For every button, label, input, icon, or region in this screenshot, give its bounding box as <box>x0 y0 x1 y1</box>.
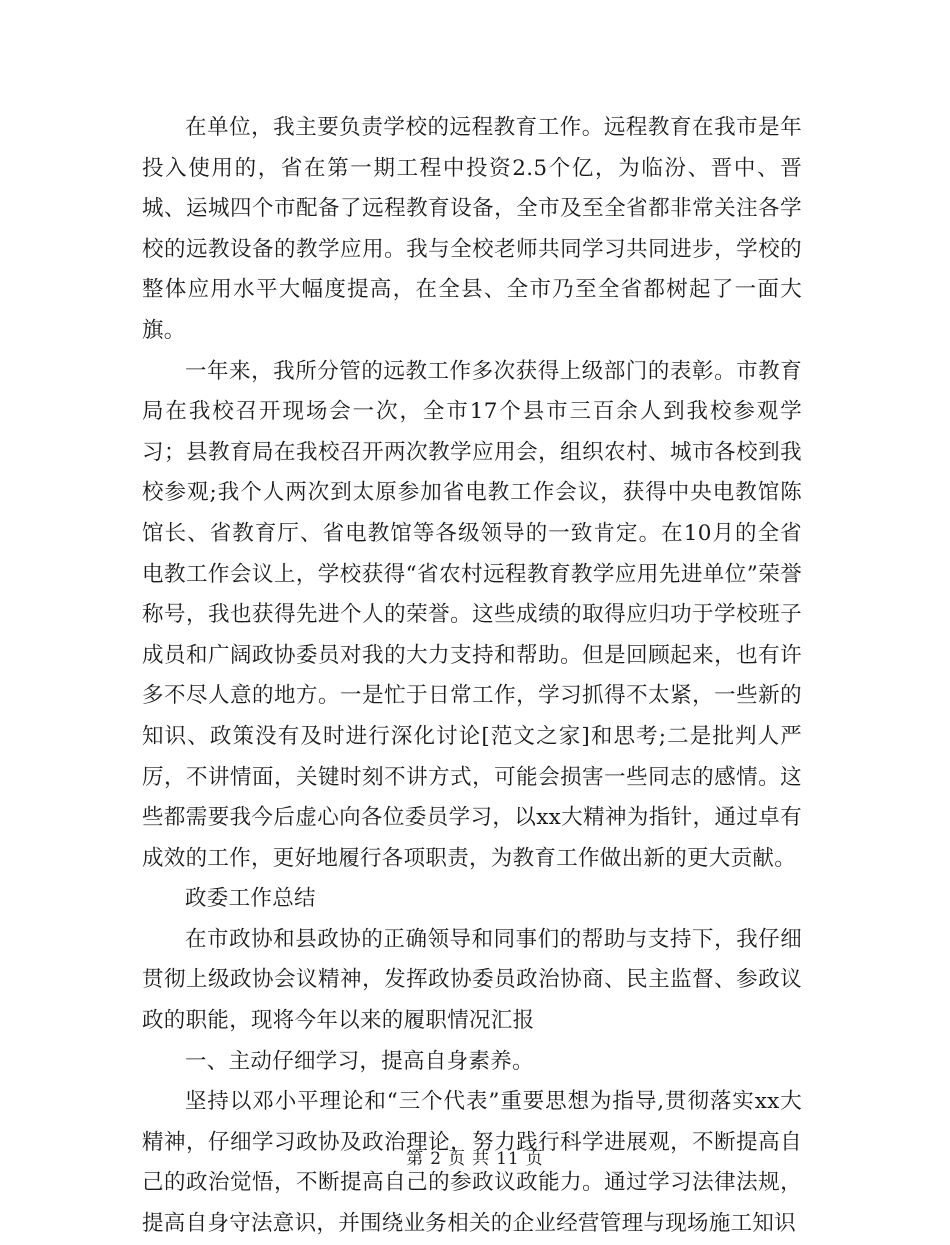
footer-gong: 共 <box>472 1149 491 1169</box>
paragraph-remote-education: 在单位，我主要负责学校的远程教育工作。远程教育在我市是年投入使用的，省在第一期工程中投资2.5个亿，为临汾、晋中、晋城、运城四个市配备了远程教育设备，全市及至全省都非常关注各学校的远教设备的教学应用。我与全校老师共同学习共同进步，学校的整体应用水平大幅度提高，在全县、全市乃至全省都树起了一面大旗。 <box>142 115 802 343</box>
section-heading: 政委工作总结 <box>185 886 316 912</box>
footer-ye: 页 <box>448 1149 467 1169</box>
paragraph-introduction: 在市政协和县政协的正确领导和同事们的帮助与支持下，我仔细贯彻上级政协会议精神，发挥政协委员政治协商、民主监督、参政议政的职能，现将今年以来的履职情况汇报 <box>142 926 802 1034</box>
total-pages: 11 <box>496 1149 520 1169</box>
footer-di: 第 <box>406 1149 425 1169</box>
document-body <box>142 108 802 1245</box>
footer-ye2: 页 <box>525 1149 544 1169</box>
page-footer <box>0 1147 950 1171</box>
paragraph-achievements: 一年来，我所分管的远教工作多次获得上级部门的表彰。市教育局在我校召开现场会一次，全市17个县市三百余人到我校参观学习；县教育局在我校召开两次教学应用会，组织农村、城市各校到我校参观;我个人两次到太原参加省电教工作会议，获得中央电教馆陈馆长、省教育厅、省电教馆等各级领导的一致肯定。在10月的全省电教工作会议上，学校获得“省农村远程教育教学应用先进单位”荣誉称号，我也获得先进个人的荣誉。这些成绩的取得应归功于学校班子成员和广阔政协委员对我的大力支持和帮助。但是回顾起来，也有许多不尽人意的地方。一是忙于日常工作，学习抓得不太紧，一些新的知识、政策没有及时进行深化讨论[范文之家]和思考;二是批判人严厉，不讲情面，关键时刻不讲方式，可能会损害一些同志的感情。这些都需要我今后虚心向各位委员学习，以xx大精神为指针，通过卓有成效的工作，更好地履行各项职责，为教育工作做出新的更大贡献。 <box>142 358 802 871</box>
paragraph-study: 坚持以邓小平理论和“三个代表”重要思想为指导,贯彻落实xx大精神，仔细学习政协及政治理论，努力践行科学进展观，不断提高自己的政治觉悟，不断提高自己的参政议政能力。通过学习法律法规，提高自身守法意识，并围绕业务相关的企业经营管理与现场施工知识 <box>142 1089 802 1237</box>
subsection-heading: 一、主动仔细学习，提高自身素养。 <box>185 1048 534 1074</box>
page-number: 2 <box>430 1149 443 1169</box>
